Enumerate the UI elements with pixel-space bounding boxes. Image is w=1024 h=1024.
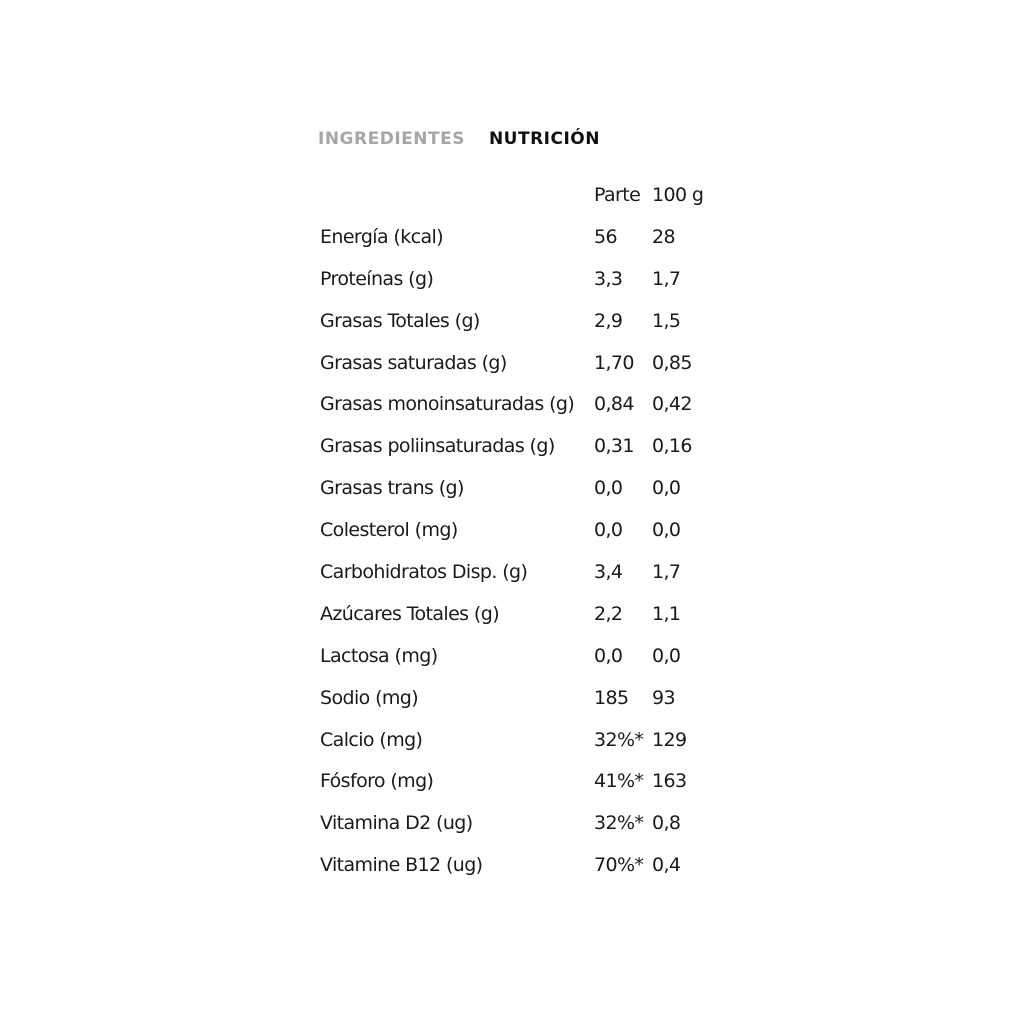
nutrient-part: 32%* [594, 812, 644, 835]
nutrient-name: Azúcares Totales (g) [320, 602, 500, 625]
nutrient-name: Lactosa (mg) [320, 644, 438, 667]
header-100g: 100 g [652, 183, 704, 206]
nutrient-name: Proteínas (g) [320, 267, 434, 290]
table-row [320, 551, 722, 593]
nutrient-per100: 28 [652, 225, 675, 248]
nutrient-name: Colesterol (mg) [320, 519, 458, 542]
table-row [320, 509, 722, 551]
nutrient-name: Vitamine B12 (ug) [320, 854, 483, 877]
nutrient-part: 1,70 [594, 351, 634, 374]
table-row [320, 593, 722, 635]
table-row [320, 342, 722, 384]
nutrient-per100: 1,5 [652, 309, 681, 332]
header-part: Parte [594, 183, 641, 206]
nutrient-part: 0,0 [594, 477, 623, 500]
table-row [320, 802, 722, 844]
table-row [320, 677, 722, 719]
nutrient-part: 0,31 [594, 435, 634, 458]
nutrient-part: 70%* [594, 854, 644, 877]
tab-nutricion[interactable]: NUTRICIÓN [488, 129, 600, 149]
nutrient-per100: 93 [652, 686, 675, 709]
table-row [320, 216, 722, 258]
nutrient-name: Energía (kcal) [320, 225, 444, 248]
nutrient-part: 56 [594, 225, 617, 248]
nutrient-per100: 0,4 [652, 854, 681, 877]
nutrient-per100: 0,0 [652, 477, 681, 500]
nutrient-name: Grasas monoinsaturadas (g) [320, 393, 575, 416]
nutrition-table [320, 174, 722, 886]
table-row [320, 258, 722, 300]
nutrient-per100: 0,8 [652, 812, 681, 835]
nutrient-name: Fósforo (mg) [320, 770, 434, 793]
nutrient-name: Grasas trans (g) [320, 477, 464, 500]
nutrient-part: 2,9 [594, 309, 623, 332]
table-row [320, 760, 722, 802]
nutrient-per100: 1,7 [652, 267, 681, 290]
tab-bar [318, 127, 600, 151]
nutrient-per100: 0,0 [652, 519, 681, 542]
nutrient-name: Vitamina D2 (ug) [320, 812, 473, 835]
nutrient-name: Grasas poliinsaturadas (g) [320, 435, 555, 458]
nutrient-part: 185 [594, 686, 629, 709]
nutrient-name: Grasas saturadas (g) [320, 351, 507, 374]
table-row [320, 300, 722, 342]
nutrient-name: Grasas Totales (g) [320, 309, 480, 332]
table-row [320, 719, 722, 761]
header-name [320, 174, 594, 216]
nutrient-name: Sodio (mg) [320, 686, 419, 709]
nutrient-part: 0,0 [594, 519, 623, 542]
nutrient-per100: 163 [652, 770, 687, 793]
nutrient-per100: 0,85 [652, 351, 692, 374]
nutrient-per100: 129 [652, 728, 687, 751]
tab-ingredientes[interactable]: INGREDIENTES [318, 129, 465, 149]
nutrient-part: 2,2 [594, 602, 623, 625]
table-header-row [320, 174, 722, 216]
table-row [320, 844, 722, 886]
nutrient-per100: 1,1 [652, 602, 681, 625]
nutrient-part: 3,4 [594, 560, 623, 583]
nutrient-per100: 0,42 [652, 393, 692, 416]
nutrient-part: 32%* [594, 728, 644, 751]
nutrient-per100: 0,0 [652, 644, 681, 667]
nutrient-per100: 1,7 [652, 560, 681, 583]
nutrient-name: Calcio (mg) [320, 728, 423, 751]
table-row [320, 425, 722, 467]
nutrient-part: 0,0 [594, 644, 623, 667]
nutrient-part: 0,84 [594, 393, 634, 416]
table-row [320, 635, 722, 677]
nutrient-per100: 0,16 [652, 435, 692, 458]
table-row [320, 467, 722, 509]
nutrient-part: 3,3 [594, 267, 623, 290]
nutrient-name: Carbohidratos Disp. (g) [320, 560, 528, 583]
nutrient-part: 41%* [594, 770, 644, 793]
table-row [320, 383, 722, 425]
